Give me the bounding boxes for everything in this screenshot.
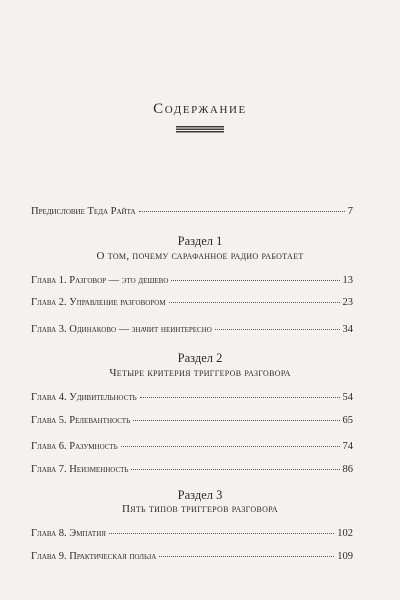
section-label-1: Раздел 1: [177, 234, 223, 248]
dot-leader: [131, 468, 339, 470]
toc-entry-chapter-9[interactable]: [31, 550, 353, 563]
toc-entry-page: 86: [342, 464, 353, 475]
dot-leader: [159, 555, 334, 557]
dot-leader: [121, 445, 340, 447]
dot-leader: [169, 301, 340, 303]
toc-entry-page: 23: [342, 297, 353, 308]
toc-entry-page: 34: [342, 324, 353, 335]
toc-entry-title: Глава 8. Эмпатия: [31, 528, 106, 539]
dot-leader: [171, 279, 339, 281]
toc-entry-title: Глава 5. Релевантность: [31, 415, 131, 426]
section-label-2: Раздел 2: [177, 351, 223, 365]
toc-entry-title: Глава 9. Практическая польза: [31, 551, 157, 562]
section-label-3: Раздел 3: [177, 488, 223, 502]
dot-leader: [133, 419, 339, 421]
toc-entry-chapter-3[interactable]: [31, 323, 353, 336]
toc-entry-title: Глава 6. Разумность: [31, 441, 118, 452]
dot-leader: [215, 328, 340, 330]
toc-entry-title: Глава 7. Неизменность: [31, 464, 129, 475]
section-title-3: Пять типов триггеров разговора: [121, 503, 278, 515]
toc-entry-chapter-4[interactable]: [31, 391, 353, 404]
dot-leader: [139, 210, 345, 212]
toc-entry-chapter-6[interactable]: [31, 440, 353, 453]
toc-entry-title: Глава 2. Управление разговором: [31, 297, 166, 308]
toc-entry-title: Глава 3. Одинаково — значит неинтересно: [31, 324, 212, 335]
toc-entry-chapter-1[interactable]: [31, 274, 353, 287]
toc-entry-page: 13: [342, 275, 353, 286]
toc-heading: Содержание: [153, 101, 247, 117]
toc-entry-page: 7: [347, 206, 353, 217]
toc-entry-title: Глава 4. Удивительность: [31, 392, 137, 403]
toc-entry-page: 74: [342, 441, 353, 452]
section-title-1: О том, почему сарафанное радио работает: [96, 250, 304, 262]
section-title-2: Четыре критерия триггеров разговора: [109, 367, 291, 379]
toc-entry-title: Предисловие Теда Райта: [31, 206, 136, 217]
toc-entry-chapter-5[interactable]: [31, 414, 353, 427]
toc-entry-chapter-2[interactable]: [31, 296, 353, 309]
dot-leader: [140, 396, 340, 398]
dot-leader: [109, 532, 334, 534]
toc-entry-page: 102: [337, 528, 353, 539]
toc-entry-page: 65: [342, 415, 353, 426]
toc-entry-title: Глава 1. Разговор — это дешево: [31, 275, 169, 286]
toc-entry-chapter-7[interactable]: [31, 463, 353, 476]
toc-entry-preface[interactable]: [31, 205, 353, 218]
toc-entry-page: 54: [342, 392, 353, 403]
toc-entry-chapter-8[interactable]: [31, 527, 353, 540]
toc-entry-page: 109: [337, 551, 353, 562]
heading-ornament-rule: [176, 126, 224, 133]
